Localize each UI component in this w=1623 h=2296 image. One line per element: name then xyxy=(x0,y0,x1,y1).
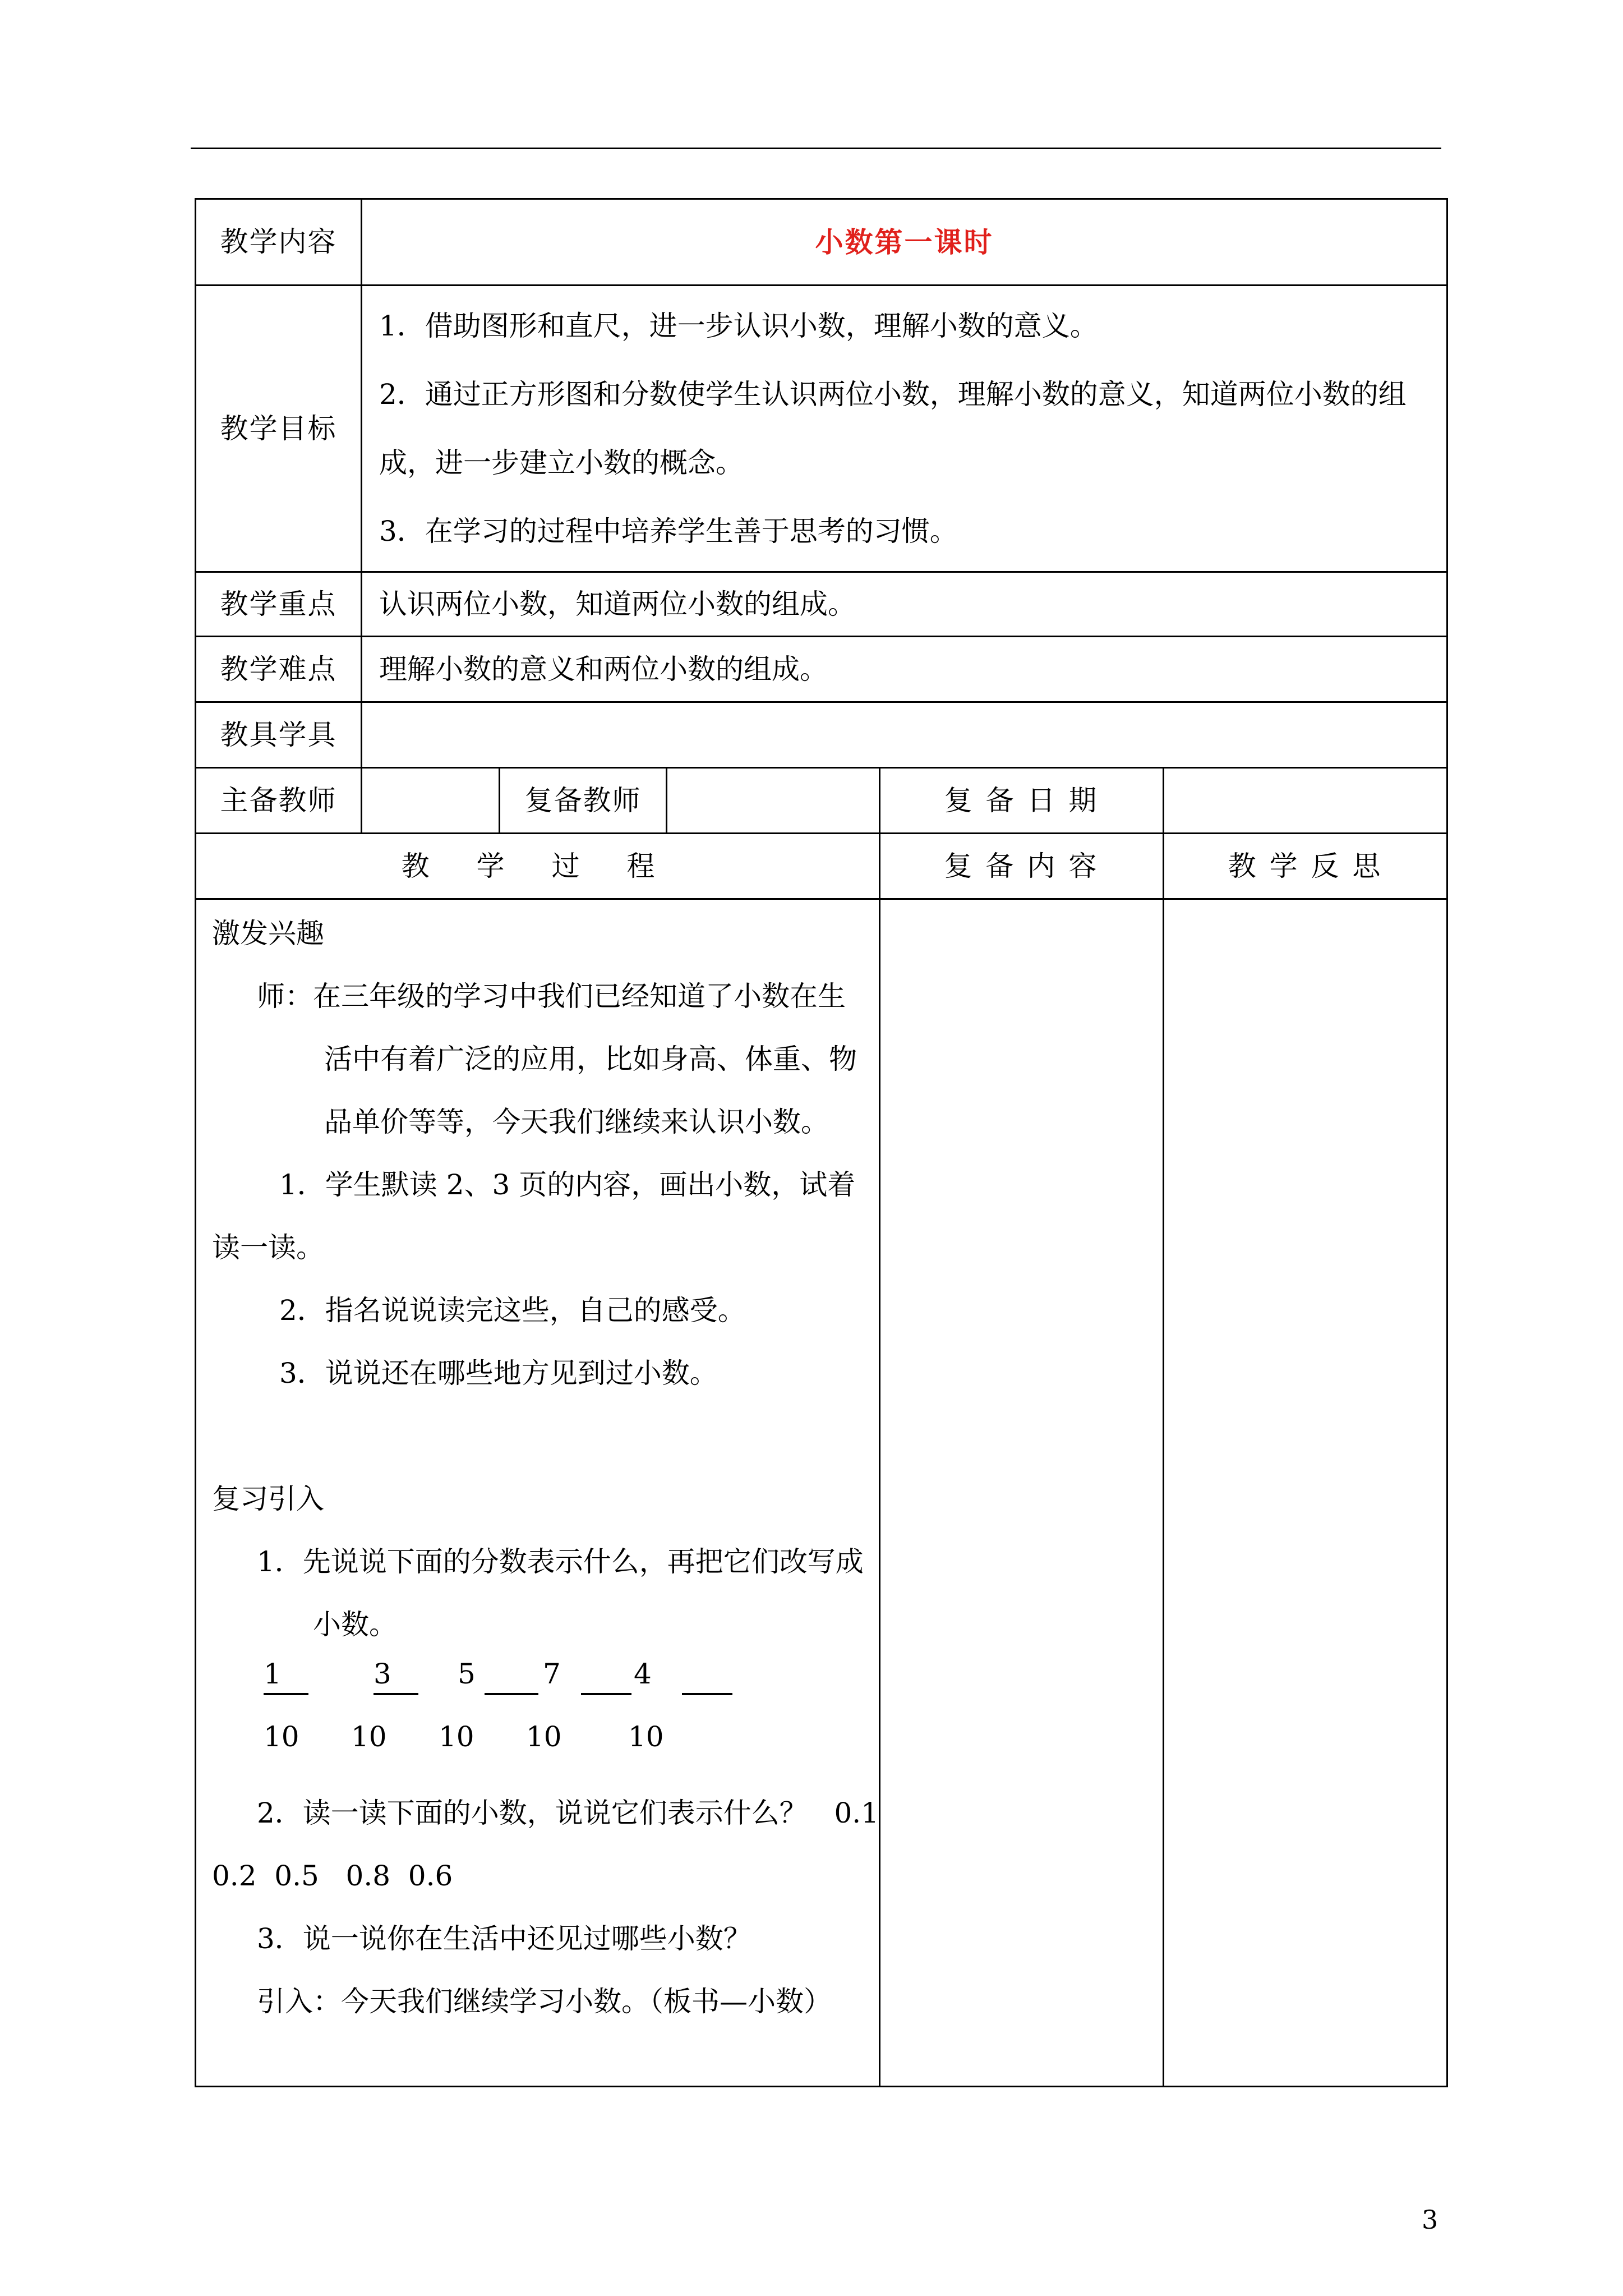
process-header: 教 学 过 程 xyxy=(196,834,880,899)
fraction-bar-5 xyxy=(682,1656,732,1695)
row-column-headers xyxy=(196,834,1447,899)
reflection-header: 教 学 反 思 xyxy=(1164,834,1447,899)
key-point-text: 认识两位小数，知道两位小数的组成。 xyxy=(362,572,1447,637)
denominator-3: 10 xyxy=(439,1720,474,1753)
goals-label: 教学目标 xyxy=(196,286,362,572)
review-1-line-2: 小数。 xyxy=(313,1608,397,1641)
review-1-line-1: 1．先说说下面的分数表示什么，再把它们改写成 xyxy=(257,1545,864,1578)
goal-item-2-cont: 成，进一步建立小数的概念。 xyxy=(379,447,744,479)
difficulty-text: 理解小数的意义和两位小数的组成。 xyxy=(362,637,1447,702)
fraction-bar-3 xyxy=(485,1656,538,1695)
tools-value xyxy=(362,702,1447,768)
section-title-review: 复习引入 xyxy=(212,1483,324,1515)
process-cell xyxy=(196,899,880,2087)
step-2: 2．指名说说读完这些，自己的感受。 xyxy=(279,1294,746,1327)
row-goals xyxy=(196,286,1447,572)
fraction-denominators xyxy=(212,1719,873,1782)
teacher-line-1: 师：在三年级的学习中我们已经知道了小数在生 xyxy=(257,980,846,1013)
review-date-label: 复 备 日 期 xyxy=(880,768,1164,834)
lesson-title: 小数第一课时 xyxy=(362,199,1447,286)
denominator-1: 10 xyxy=(264,1720,299,1753)
row-process xyxy=(196,899,1447,2087)
teacher-line-3: 品单价等等，今天我们继续来认识小数。 xyxy=(324,1106,829,1138)
denominator-4: 10 xyxy=(526,1720,562,1753)
review-3: 3．说一说你在生活中还见过哪些小数？ xyxy=(257,1922,751,1955)
denominator-2: 10 xyxy=(351,1720,387,1753)
review-date-value xyxy=(1164,768,1447,834)
review-2-line-1: 2．读一读下面的小数，说说它们表示什么？ 0.1 xyxy=(257,1797,879,1829)
denominator-5: 10 xyxy=(628,1720,664,1753)
main-teacher-label: 主备教师 xyxy=(196,768,362,834)
review-content-cell xyxy=(880,899,1164,2087)
lesson-intro: 引入：今天我们继续学习小数。（板书—小数） xyxy=(257,1985,832,2018)
row-teachers xyxy=(196,768,1447,834)
row-difficulty xyxy=(196,637,1447,702)
lesson-plan-table xyxy=(195,198,1448,2087)
tools-label: 教具学具 xyxy=(196,702,362,768)
goal-item-2: 2．通过正方形图和分数使学生认识两位小数，理解小数的意义，知道两位小数的组 xyxy=(379,378,1407,411)
main-teacher-value xyxy=(362,768,500,834)
review-content-header: 复 备 内 容 xyxy=(880,834,1164,899)
co-teacher-value xyxy=(667,768,880,834)
step-1-line-2: 读一读。 xyxy=(212,1231,324,1264)
goal-item-3: 3．在学习的过程中培养学生善于思考的习惯。 xyxy=(379,515,958,547)
numerator-5: 4 xyxy=(634,1658,652,1690)
key-point-label: 教学重点 xyxy=(196,572,362,637)
step-1-line-1: 1．学生默读 2、3 页的内容，画出小数，试着 xyxy=(279,1168,856,1201)
difficulty-label: 教学难点 xyxy=(196,637,362,702)
numerator-1: 1 xyxy=(264,1656,308,1695)
page-number: 3 xyxy=(1422,2205,1438,2235)
numerator-2: 3 xyxy=(374,1656,418,1695)
fraction-bar-4 xyxy=(581,1656,631,1695)
row-content xyxy=(196,199,1447,286)
teacher-line-2: 活中有着广泛的应用，比如身高、体重、物 xyxy=(324,1043,857,1075)
step-3: 3．说说还在哪些地方见到过小数。 xyxy=(279,1357,718,1389)
numerator-4: 7 xyxy=(543,1658,561,1690)
row-key-point xyxy=(196,572,1447,637)
section-title-interest: 激发兴趣 xyxy=(212,917,324,950)
review-2-line-2: 0.2 0.5 0.8 0.6 xyxy=(212,1860,453,1892)
reflection-cell xyxy=(1164,899,1447,2087)
goal-item-1: 1．借助图形和直尺，进一步认识小数，理解小数的意义。 xyxy=(379,310,1098,342)
content-label: 教学内容 xyxy=(196,199,362,286)
row-tools xyxy=(196,702,1447,768)
co-teacher-label: 复备教师 xyxy=(500,768,667,834)
goals-cell xyxy=(362,286,1447,572)
blank-line xyxy=(212,1405,873,1467)
numerator-3: 5 xyxy=(458,1658,476,1690)
header-rule xyxy=(191,148,1441,149)
fraction-numerators xyxy=(212,1656,873,1719)
